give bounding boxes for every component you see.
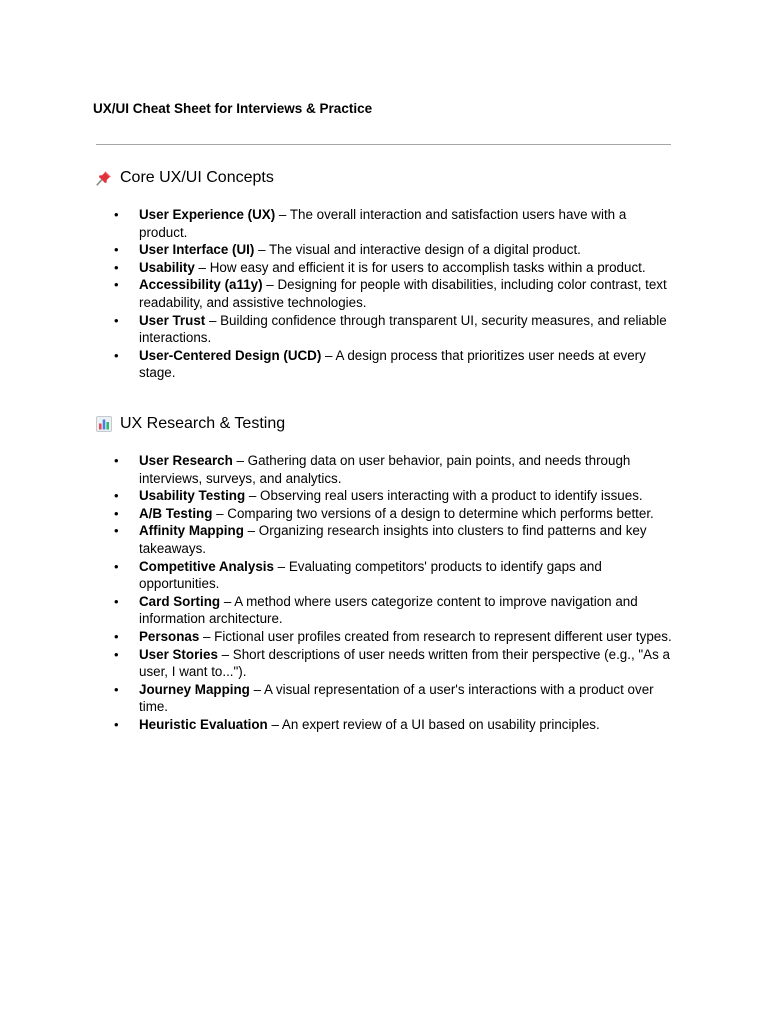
item-description: – A design process that prioritizes user needs at every stage. [139, 347, 646, 381]
item-term: User Experience (UX) [139, 207, 276, 222]
list-item [95, 206, 674, 241]
item-term: Affinity Mapping [139, 523, 244, 539]
section-heading [95, 168, 685, 188]
item-description: – The overall interaction and satisfaction users have with a product. [139, 207, 627, 240]
item-description: – Fictional user profiles created from research to represent different user types. [199, 628, 672, 644]
item-term: User Trust [139, 312, 206, 328]
list-item [95, 593, 674, 628]
list-item [95, 276, 674, 311]
item-term: User Stories [139, 646, 218, 662]
item-term: Journey Mapping [139, 681, 250, 697]
list-item [95, 716, 674, 734]
list-item [95, 628, 674, 646]
page-title: UX/UI Cheat Sheet for Interviews & Practice [93, 101, 373, 116]
section-core-concepts [95, 168, 685, 382]
section-heading [95, 414, 685, 434]
list-item [95, 646, 674, 681]
item-description: – Designing for people with disabilities, including color contrast, text readability, and assistive technologies. [139, 277, 667, 310]
section-heading-text: UX Research & Testing [120, 415, 286, 432]
item-description: – Gathering data on user behavior, pain points, and needs through interviews, surveys, and analytics. [139, 453, 631, 486]
item-description: – Evaluating competitors' products to identify gaps and opportunities. [139, 558, 602, 592]
item-term: User Research [139, 453, 233, 468]
list-item [95, 241, 674, 259]
item-term: Heuristic Evaluation [139, 716, 268, 732]
list-item [95, 347, 674, 382]
horizontal-divider [96, 144, 671, 145]
list-item [95, 487, 674, 505]
item-term: Competitive Analysis [139, 558, 274, 574]
list-item [95, 505, 674, 523]
item-description: – Comparing two versions of a design to determine which performs better. [212, 505, 654, 521]
list-item [95, 312, 674, 347]
section-heading-text: Core UX/UI Concepts [120, 169, 274, 186]
item-term: A/B Testing [139, 505, 213, 521]
section-research-testing [95, 414, 685, 734]
list-item [95, 681, 674, 716]
concept-list [95, 206, 685, 382]
item-description: – The visual and interactive design of a digital product. [254, 242, 581, 258]
item-description: – Short descriptions of user needs written from their perspective (e.g., "As a user, I want to..."). [139, 646, 670, 680]
list-item [95, 522, 674, 557]
item-term: Usability Testing [139, 488, 246, 504]
list-item [95, 558, 674, 593]
item-term: Personas [139, 628, 200, 644]
item-term: User-Centered Design (UCD) [139, 347, 322, 363]
list-item [95, 259, 674, 277]
item-description: – How easy and efficient it is for users to accomplish tasks within a product. [194, 259, 646, 275]
item-description: – An expert review of a UI based on usability principles. [267, 716, 600, 732]
item-term: Accessibility (a11y) [139, 277, 263, 293]
item-description: – Organizing research insights into clusters to find patterns and key takeaways. [139, 523, 647, 556]
item-description: – A method where users categorize content to improve navigation and information architecture. [139, 593, 638, 627]
item-term: Usability [139, 259, 195, 275]
item-term: Card Sorting [139, 593, 221, 609]
research-list [95, 452, 685, 734]
pushpin-icon [95, 169, 113, 187]
item-description: – A visual representation of a user's interactions with a product over time. [139, 681, 654, 715]
bar-chart-icon [95, 415, 113, 433]
item-term: User Interface (UI) [139, 242, 255, 258]
item-description: – Observing real users interacting with a product to identify issues. [245, 488, 643, 504]
item-description: – Building confidence through transparent UI, security measures, and reliable interactions. [139, 312, 667, 346]
list-item [95, 452, 674, 487]
